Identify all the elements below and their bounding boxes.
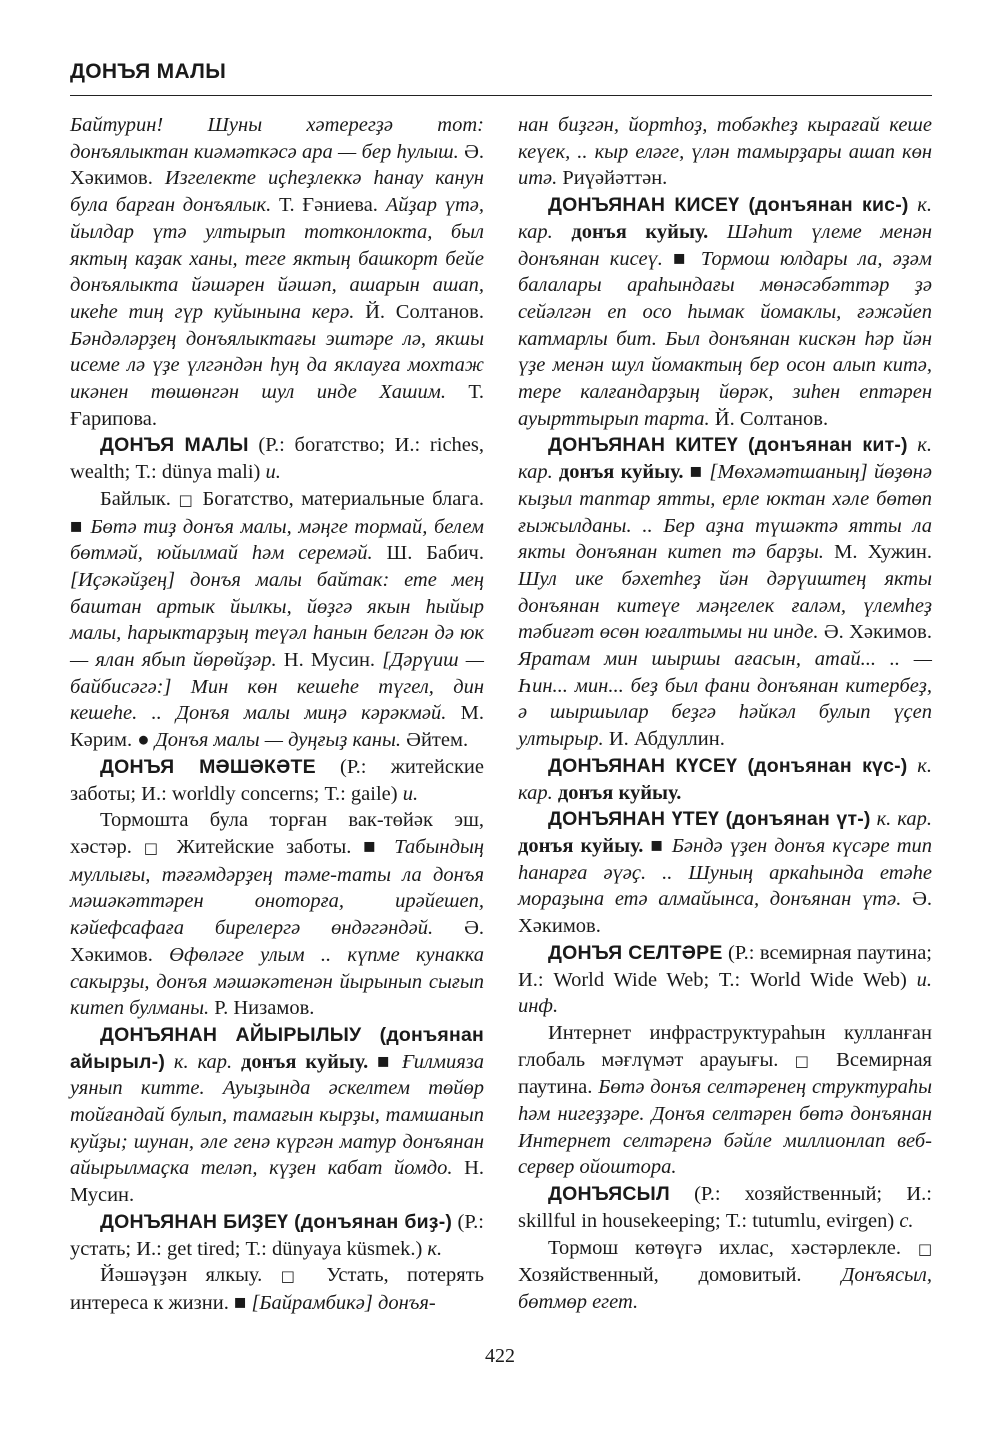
text-run: донъя куйыу. — [518, 834, 644, 857]
text-run: донъя куйыу. — [552, 461, 684, 484]
text-run: (Р.: хозяйственный; И.: skillful in housekeeping; Т.: tutumlu, evirgen) — [518, 1183, 932, 1232]
text-run: и. — [265, 461, 281, 484]
page-number: 422 — [485, 1345, 515, 1367]
text-run: Т. Ғарипова. — [70, 381, 484, 430]
text-run: Интернет инфраструктураһын кулланған глобаль мәғлүмәт арауығы. — [518, 1021, 932, 1071]
text-run: Бөтә донъя селтәренең структураһы һәм нигеҙҙәре. Донъя селтәрен бөтә донъянан Интернет селтәренә бәйле миллионлап веб-сервер ойоштора. — [518, 1076, 933, 1179]
text-run: к. кар. — [518, 754, 933, 804]
entry-donyanan-ayyrylyu — [70, 1022, 484, 1209]
entry-definition-donya-seltare — [518, 1020, 932, 1181]
text-run: □ — [794, 1051, 820, 1070]
text-run: Й. Солтанов. — [354, 300, 484, 323]
entry-donyanan-kuseu — [518, 753, 932, 806]
text-run: ■ — [683, 461, 710, 484]
text-run: Йәшәүҙән ялкыу. — [100, 1264, 281, 1287]
text-run: к. кар. — [518, 434, 932, 484]
text-run: Ш. Бабич. — [372, 542, 484, 565]
entry-headword-donya-seltare — [518, 940, 932, 1020]
entry-definition-donya-mashakate — [70, 807, 484, 1022]
text-run: Донъя малы — дуңғыҙ каны. — [154, 729, 402, 752]
text-run: Өфөләге улым .. күпме кунакка сакырҙы, донъя мәшәкәтенән йырынып сығып китеп булманы. — [70, 943, 484, 1020]
entry-donyanan-kiteu — [518, 432, 932, 752]
text-run: ДОНЪЯ МӘШӘКӘТЕ — [100, 755, 316, 778]
text-run: ■ — [368, 1050, 403, 1073]
text-run: Айҙар үтә, йылдар үтә ултырып тотконлокта, был яктың каҙак ханы, теге яктың башкорт бейе донъялыкта йәшәрен йәшәп, ашарын ашап, икеһе тиң гүр куйынына керә. — [70, 194, 484, 323]
text-run: Ғилмияза уянып китте. Ауыҙында әскелтем төйөр тойғандай булып, тамағын кырҙы, тамшанып куйҙы; шунан, әле генә күргән матур донъянан айырылмаҫка теләп, күҙен кабат йомдо. — [70, 1050, 484, 1180]
text-run: [Мөхәмәтшаның] йөҙөнә кыҙыл таптар ятты, ерле юктан хәле бөтөп ғыжылданы. .. Бер аҙна түшәктә ятты ла якты донъянан китеп тә барҙы. — [518, 461, 933, 564]
entry-headword-donyasyl — [518, 1181, 932, 1234]
entry-headword-donyanan-bizeu — [70, 1209, 484, 1262]
text-run: (Р.: богатство; И.: riches, wealth; Т.: dünya mali) — [70, 434, 484, 484]
text-run: М. Хужин. — [823, 541, 932, 564]
entry-donyanan-kiseu — [518, 192, 932, 432]
text-run: Житейские заботы. ■ — [164, 835, 395, 858]
text-run: и. инф. — [518, 968, 932, 1018]
text-run: Тормошта була торған вак-төйәк эш, хәстәр. — [70, 809, 484, 858]
text-run — [708, 221, 727, 243]
text-run: Донъясыл, бөтмөр егет. — [518, 1264, 932, 1313]
text-run: ■ — [662, 247, 701, 270]
text-run — [909, 194, 918, 216]
text-run: Байлык. — [100, 487, 179, 510]
text-run: ■ — [643, 834, 672, 857]
text-run: (Р.: устать; И.: get tired; Т.: dünyaya küsmek.) — [70, 1210, 484, 1260]
entry-definition-donya-maly — [70, 486, 484, 754]
running-header: ДОНЪЯ МАЛЫ — [70, 60, 227, 83]
text-run: Тормош юлдары ла, әҙәм балалары араһындағы мөнәсәбәттәр ҙә сейәлгән еп осо һымак йомаклы, ғәжәйеп катмарлы бит. Был донъянан кискән һәр йән үҙе менән шул йомактың бер осон алып китә, тере калғандарҙың йөрәк, зиһен ептәрен ауырттырып тарта. — [518, 247, 932, 430]
text-run: нан биҙгән, йортһоҙ, тобәкһеҙ кырағай кеше кеүек, .. кыр еләге, үлән тамырҙары ашап көн итә. — [518, 114, 932, 190]
text-run: [Байрамбикә] донъя- — [251, 1291, 436, 1314]
text-run: и. — [402, 782, 419, 805]
text-run: Богатство, материальные блага. ■ — [70, 487, 484, 538]
entry-continuation-bizeu — [518, 112, 932, 192]
text-run: к. кар. — [518, 194, 933, 243]
text-run: ДОНЪЯНАН КҮСЕҮ (донъянан күс-) — [548, 754, 908, 777]
text-run: ДОНЪЯНАН КИСЕҮ (донъянан кис-) — [548, 194, 909, 217]
entry-headword-donya-maly — [70, 432, 484, 485]
text-run: Ә. Хәкимов. — [818, 621, 932, 644]
text-run: к. кар. — [173, 1050, 233, 1073]
text-run: Риүәйәттән. — [557, 167, 668, 190]
text-run: ДОНЪЯ МАЛЫ — [100, 434, 249, 457]
text-run: ДОНЪЯНАН ҮТЕҮ (донъянан үт-) — [548, 808, 871, 831]
text-run: (Р.: житейские заботы; И.: worldly concerns; Т.: gaile) — [70, 755, 484, 805]
text-run: ДОНЪЯНАН КИТЕҮ (донъянан кит-) — [548, 434, 908, 457]
text-run: к. кар. — [876, 808, 932, 831]
text-run: Всемирная паутина. — [518, 1048, 932, 1099]
text-run: М. Кәрим. ● — [70, 702, 484, 752]
text-run: Яратам мин шыршы ағасын, атай... .. — Һин... мин... беҙ был фани донъянан китербеҙ, ә шыршылар беҙгә һәйкәл булып үҫеп ултырыр. — [518, 648, 932, 751]
text-run: □ — [280, 1267, 308, 1286]
text-run: ДОНЪЯ СЕЛТӘРЕ — [548, 941, 723, 964]
text-run: Әйтем. — [401, 729, 469, 752]
text-run: Байтурин! Шуны хәтерегҙә тот: донъялыктан киәмәткәсә ара — бер һулыш. — [70, 114, 484, 163]
text-run: [Дәрүиш — байбисәгә:] Мин көн кешеһе түгел, дин кешеһе. .. Донъя малы миңә кәрәкмәй. — [70, 649, 485, 725]
text-run: донъя куйыу. — [232, 1050, 369, 1073]
text-run: Ә. Хәкимов. — [518, 888, 932, 938]
text-run: к. — [427, 1237, 443, 1260]
text-run: ДОНЪЯНАН БИҘЕҮ (донъянан биҙ-) — [100, 1210, 453, 1233]
entry-continuation-citations — [70, 112, 484, 432]
text-run: донъя куйыу. — [552, 781, 682, 804]
text-run: с. — [899, 1209, 914, 1232]
entry-definition-donyasyl — [518, 1235, 932, 1316]
text-run: Т. Ғәниева. — [271, 194, 386, 217]
text-run — [165, 1051, 174, 1073]
text-run: Бәндәләрҙең донъялыктағы эштәре лә, якшы исеме лә үҙе үлгәндән һуң да яклауға мохтаж икәнен төшөнгән шул инде Хашим. — [70, 327, 484, 404]
text-run: Бәндә үҙен донъя күсәре тип һанарға әүәҫ. .. Шуның аркаһында етәһе мораҙына етә алмайынса, донъянан үтә. — [518, 834, 932, 911]
entry-definition-donyanan-bizeu — [70, 1262, 484, 1316]
text-run: И. Абдуллин. — [603, 728, 725, 751]
text-run — [908, 755, 918, 777]
text-run: Табындың муллығы, тәғәмдәрҙең тәме-таты ла донъя мәшәкәттәрен оноторға, ирәйешеп, кәйефсафаға бирелергә өндәгәндәй. — [70, 835, 484, 940]
header-rule — [70, 95, 932, 96]
text-run: Р. Низамов. — [209, 997, 315, 1020]
text-run: Бөтә тиҙ донъя малы, мәңге тормай, белем бөтмәй, юйылмай һәм серемәй. — [70, 515, 484, 565]
entry-headword-donya-mashakate — [70, 754, 484, 807]
text-run: Тормош көтөүгә ихлас, хәстәрлекле. — [548, 1236, 918, 1259]
text-run — [908, 434, 918, 456]
text-run: □ — [143, 838, 165, 857]
text-run: ДОНЪЯНАН АЙЫРЫЛЫУ (донъянан айырыл-) — [70, 1023, 484, 1073]
text-run: Шәһит үлеме менән донъянан кисеү. — [518, 220, 933, 270]
entry-donyanan-uteu — [518, 806, 932, 940]
text-run: Н. Мусин. — [276, 649, 383, 672]
text-run: ДОНЪЯСЫЛ — [548, 1183, 670, 1206]
text-run: (Р.: всемирная паутина; И.: World Wide Web; Т.: World Wide Web) — [518, 941, 932, 991]
text-run: [Иҫәкәйҙең] донъя малы байтак: ете мең баштан артык йылкы, йөҙгә якын һыйыр малы, һарыктарҙың теүәл һанын белгән дә юк — ялан ябып йөрөйҙәр. — [70, 568, 484, 672]
text-run: □ — [917, 1239, 932, 1258]
text-run: Шул ике бәхетһеҙ йән дәрүиштең якты донъянан китеүе мәңгелек ғаләм, үлемһеҙ тәбиғәт өсөн юғалтымы ни инде. — [518, 567, 932, 644]
text-run: □ — [178, 490, 196, 509]
right-column — [518, 112, 932, 1316]
left-column — [70, 112, 484, 1317]
text-run: Хозяйственный, домовитый. — [518, 1264, 842, 1287]
text-run: Ә. Хәкимов. — [70, 140, 484, 190]
text-run: донъя куйыу. — [552, 220, 709, 243]
text-run: Ә. Хәкимов. — [70, 917, 484, 966]
text-run: Устать, потерять интереса к жизни. ■ — [70, 1264, 485, 1314]
text-run: Изгелекте иҫһеҙлеккә һанау канун була барған донъялык. — [70, 167, 484, 217]
text-run: Й. Солтанов. — [709, 407, 829, 430]
text-run: Н. Мусин. — [70, 1157, 484, 1207]
